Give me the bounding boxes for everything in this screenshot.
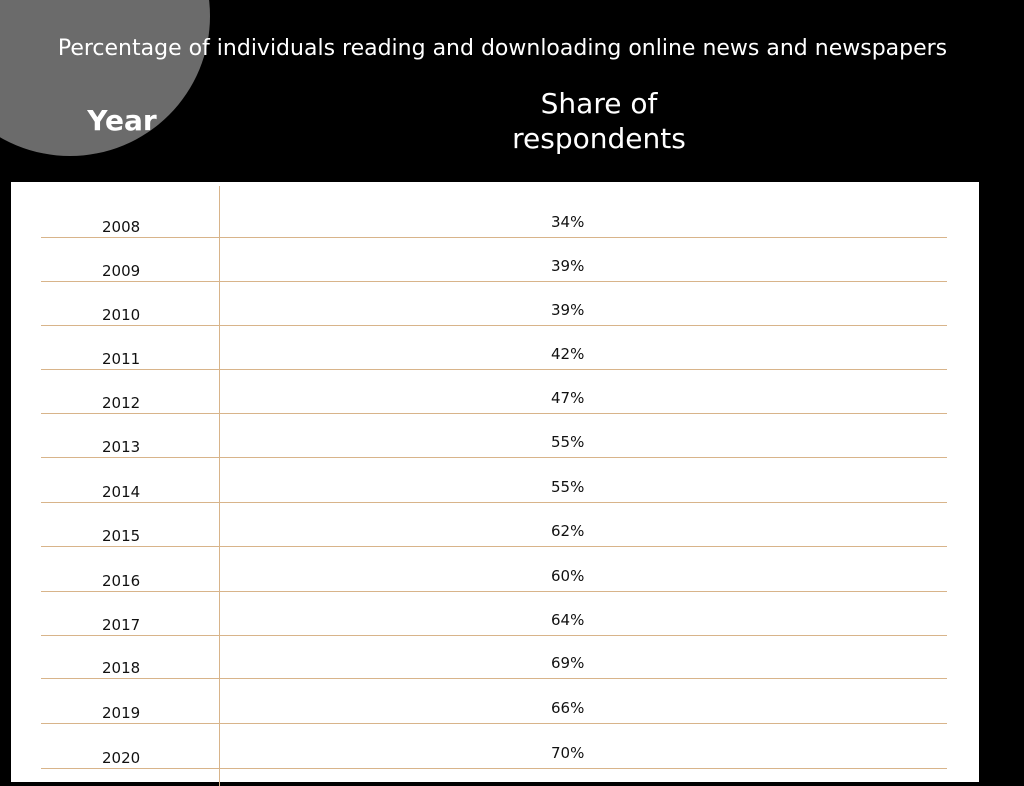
year-cell: 2009 — [102, 262, 141, 280]
year-cell: 2013 — [102, 438, 141, 456]
chart-title: Percentage of individuals reading and downloading online news and newspapers — [57, 36, 948, 61]
share-cell: 34% — [551, 213, 585, 231]
share-cell: 69% — [551, 654, 585, 672]
year-cell: 2011 — [102, 350, 141, 368]
table-row — [41, 326, 947, 370]
table-row — [41, 680, 947, 724]
year-cell: 2008 — [102, 218, 141, 236]
share-cell: 42% — [551, 345, 585, 363]
table-row — [41, 414, 947, 458]
year-cell: 2019 — [102, 704, 141, 722]
year-cell: 2010 — [102, 306, 141, 324]
table-row — [41, 282, 947, 326]
year-cell: 2020 — [102, 749, 141, 767]
table-row — [41, 238, 947, 282]
year-cell: 2018 — [102, 659, 141, 677]
share-cell: 66% — [551, 699, 585, 717]
table-row — [41, 635, 947, 679]
table-row — [41, 370, 947, 414]
share-cell: 60% — [551, 567, 585, 585]
share-cell: 64% — [551, 611, 585, 629]
share-cell: 62% — [551, 522, 585, 540]
table-row — [41, 503, 947, 547]
share-cell: 55% — [551, 478, 585, 496]
share-cell: 55% — [551, 433, 585, 451]
year-cell: 2014 — [102, 483, 141, 501]
year-cell: 2017 — [102, 616, 141, 634]
table-panel — [11, 182, 979, 782]
table-row — [41, 548, 947, 592]
year-cell: 2012 — [102, 394, 141, 412]
share-cell: 47% — [551, 389, 585, 407]
table-row — [41, 592, 947, 636]
table-row — [41, 725, 947, 769]
year-cell: 2016 — [102, 572, 141, 590]
year-cell: 2015 — [102, 527, 141, 545]
share-cell: 70% — [551, 744, 585, 762]
column-header-year: Year — [87, 104, 157, 137]
table-row — [41, 194, 947, 238]
share-cell: 39% — [551, 257, 585, 275]
table-row — [41, 459, 947, 503]
share-cell: 39% — [551, 301, 585, 319]
column-header-share: Share of respondents — [512, 87, 686, 155]
